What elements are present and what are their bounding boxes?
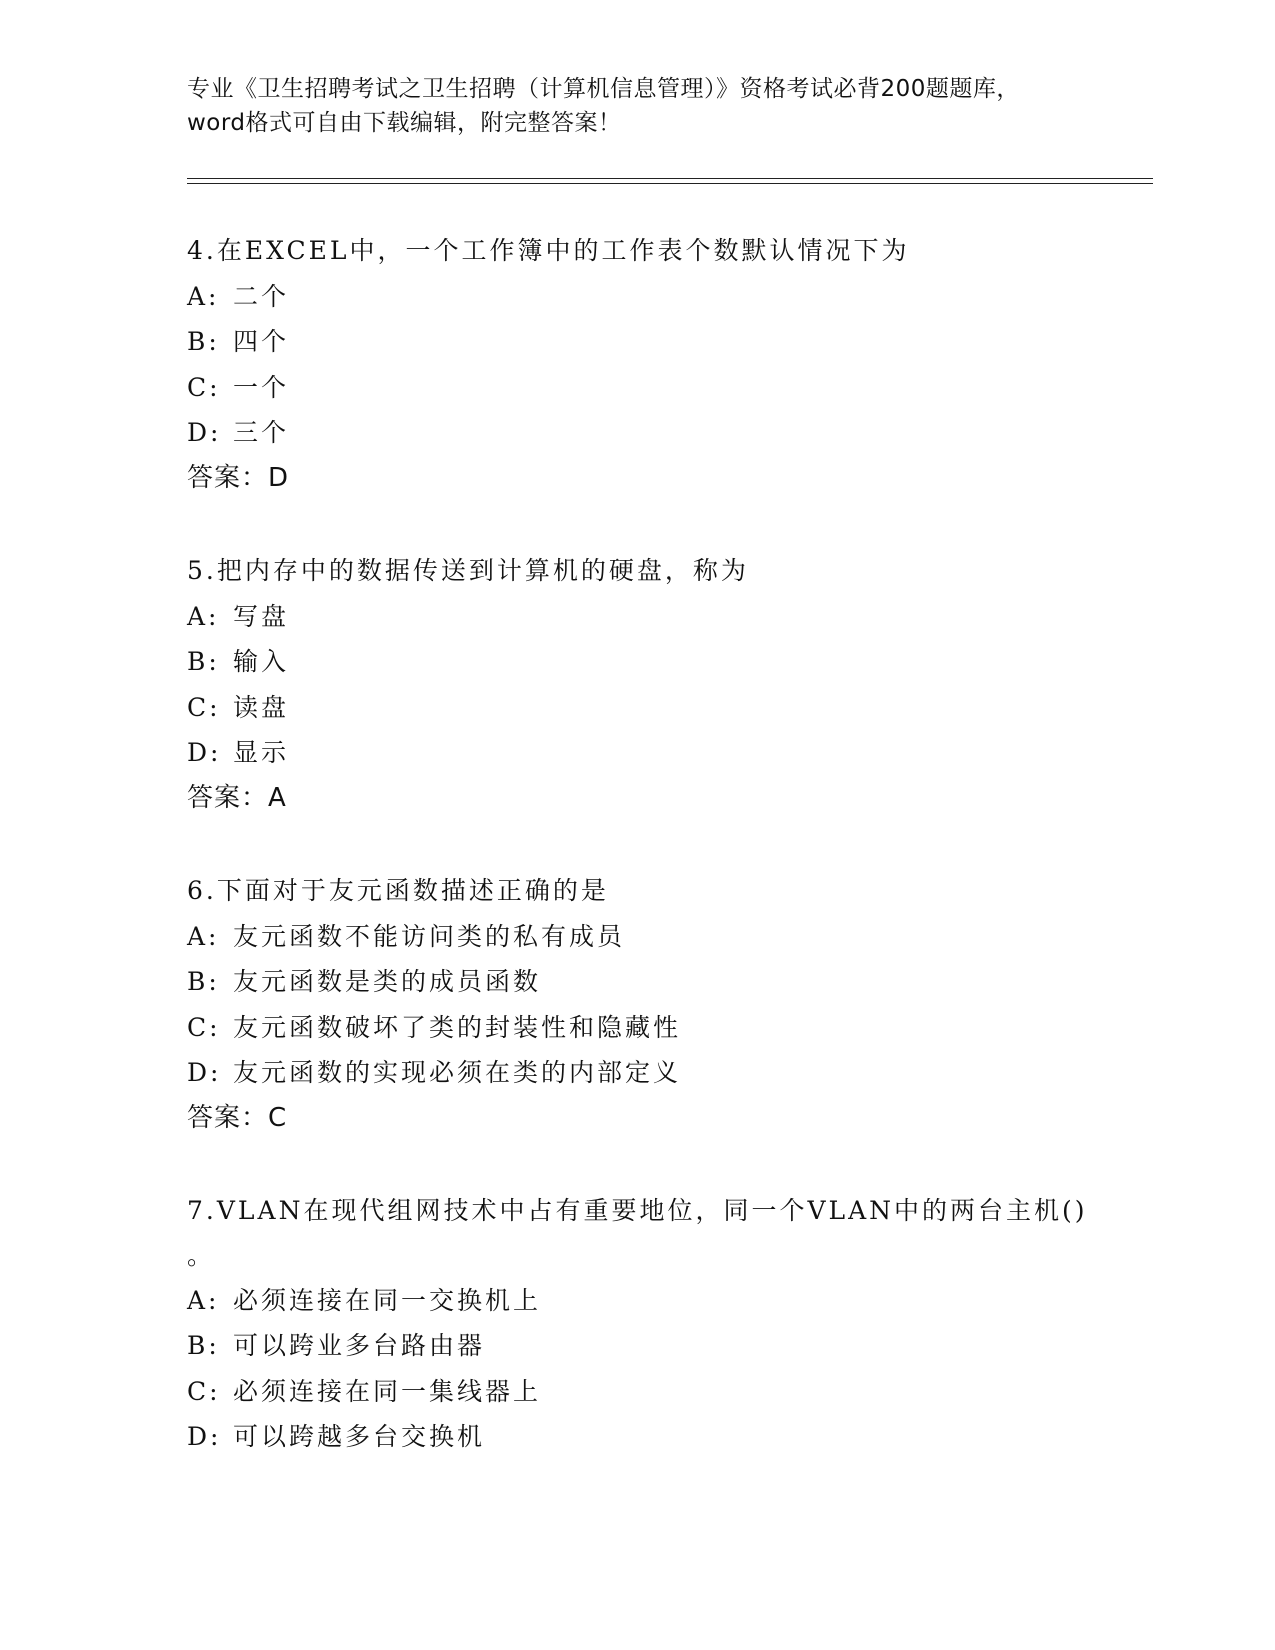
header-divider-bottom [187,183,1153,184]
option-text: 友元函数是类的成员函数 [233,967,542,996]
question-7 [187,1188,1087,1460]
option-text: 一个 [233,372,290,402]
option-letter: A: [187,281,220,311]
question-5 [187,548,1087,821]
option-a [187,594,1087,640]
option-b [187,959,1087,1005]
option-letter: B: [187,1331,220,1360]
question-6 [187,868,1087,1141]
option-b [187,1323,1087,1369]
option-c [187,1369,1087,1415]
header-line-1: 专业《卫生招聘考试之卫生招聘（计算机信息管理）》资格考试必背200题题库， [187,76,1020,102]
option-letter: D: [187,738,222,767]
option-text: 必须连接在同一交换机上 [233,1285,542,1315]
question-stem: 5.把内存中的数据传送到计算机的硬盘，称为 [187,556,749,585]
answer-line: 答案：A [187,782,287,813]
option-letter: D: [187,1422,222,1451]
option-text: 友元函数破坏了类的封装性和隐藏性 [233,1012,682,1042]
option-d [187,1414,1087,1460]
option-b [187,319,1087,365]
option-text: 四个 [233,327,290,356]
answer-line: 答案：C [187,1102,288,1133]
option-text: 可以跨业多台路由器 [233,1331,486,1360]
option-letter: A: [187,921,220,951]
option-b [187,639,1087,685]
question-stem: 6.下面对于友元函数描述正确的是 [187,876,609,905]
option-letter: B: [187,967,220,996]
option-c [187,685,1087,731]
option-text: 可以跨越多台交换机 [233,1422,486,1451]
option-text: 输入 [233,647,290,676]
option-text: 三个 [233,418,290,447]
answer-line: 答案：D [187,462,290,493]
option-d [187,1050,1087,1096]
question-stem-continuation: 。 [187,1240,216,1270]
option-a [187,914,1087,960]
option-c [187,365,1087,411]
option-text: 读盘 [233,692,290,722]
option-letter: B: [187,647,220,676]
document-header [187,72,1087,140]
option-letter: C: [187,692,221,722]
header-divider-top [187,178,1153,179]
option-text: 二个 [233,281,290,311]
header-line-2: word格式可自由下载编辑，附完整答案！ [187,110,622,136]
question-4 [187,228,1087,501]
option-letter: A: [187,601,220,631]
option-letter: B: [187,327,220,356]
option-text: 显示 [233,738,290,767]
option-d [187,730,1087,776]
option-text: 友元函数的实现必须在类的内部定义 [233,1058,682,1087]
option-letter: D: [187,418,222,447]
option-letter: C: [187,1012,221,1042]
option-a [187,274,1087,320]
question-stem: 4.在EXCEL中，一个工作簿中的工作表个数默认情况下为 [187,236,910,265]
question-stem: 7.VLAN在现代组网技术中占有重要地位，同一个VLAN中的两台主机() [187,1196,1088,1225]
option-c [187,1005,1087,1051]
option-letter: C: [187,372,221,402]
option-a [187,1278,1087,1324]
option-text: 友元函数不能访问类的私有成员 [233,921,626,951]
option-letter: C: [187,1376,221,1406]
option-text: 写盘 [233,601,290,631]
option-text: 必须连接在同一集线器上 [233,1376,542,1406]
option-letter: A: [187,1285,220,1315]
option-letter: D: [187,1058,222,1087]
option-d [187,410,1087,456]
